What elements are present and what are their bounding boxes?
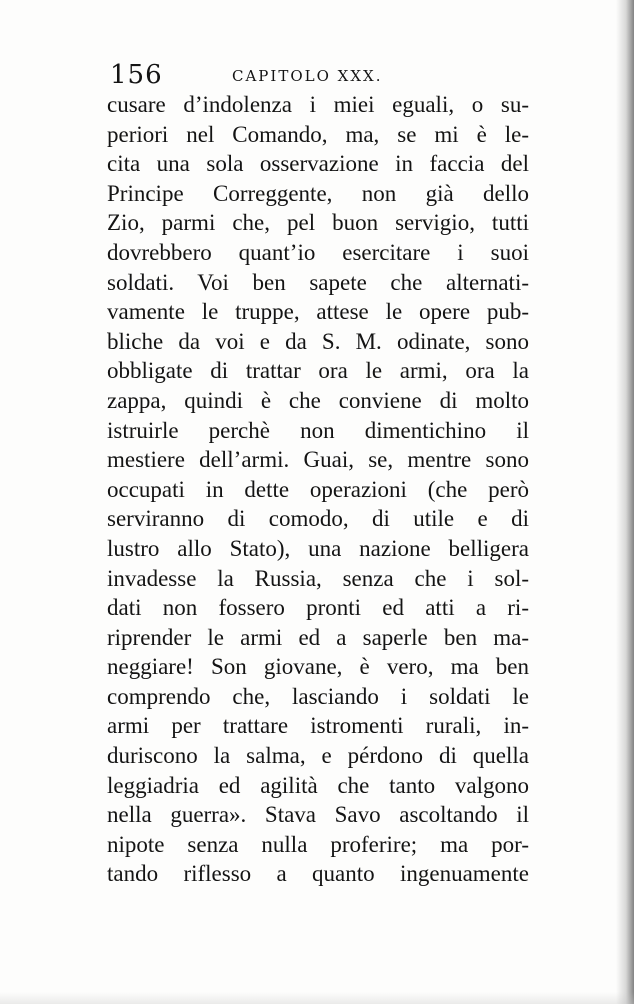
text-line: riprender le armi ed a saperle ben ma- [107,624,529,650]
text-line: lustro allo Stato), una nazione belligera [107,535,529,561]
text-line: Principe Correggente, non già dello [107,180,529,206]
text-line: bliche da voi e da S. M. odinate, sono [107,328,529,354]
text-line: cusare d’indolenza i miei eguali, o su- [107,92,529,117]
page-header [110,60,530,94]
text-line: armi per trattare istromenti rurali, in- [107,713,529,739]
text-line: vamente le truppe, attese le opere pub- [107,299,529,325]
body-text [107,90,529,889]
text-line: occupati in dette operazioni (che però [107,476,529,502]
text-line: Zio, parmi che, pel buon servigio, tutti [107,210,529,236]
text-line: zappa, quindi è che conviene di molto [107,387,529,413]
text-line: comprendo che, lasciando i soldati le [107,683,529,709]
text-line: nella guerra». Stava Savo ascoltando il [107,802,529,828]
text-line: istruirle perchè non dimentichino il [107,417,529,443]
text-line: dati non fossero pronti ed atti a ri- [107,595,529,621]
text-line: tando riflesso a quanto ingenuamente [107,861,529,887]
text-line: dovrebbero quant’io esercitare i suoi [107,239,529,265]
text-line: periori nel Comando, ma, se mi è le- [107,121,529,147]
page-bottom-edge [0,992,634,1004]
text-line: neggiare! Son giovane, è vero, ma ben [107,654,529,680]
text-line: cita una sola osservazione in faccia del [107,151,529,177]
text-line: obbligate di trattar ora le armi, ora la [107,358,529,384]
text-line: soldati. Voi ben sapete che alternati- [107,269,529,295]
running-head: CAPITOLO XXX. [232,67,383,85]
text-line: mestiere dell’armi. Guai, se, mentre sono [107,447,529,473]
binding-shadow [616,0,634,1004]
page-number: 156 [110,60,163,90]
text-line: nipote senza nulla proferire; ma por- [107,831,529,857]
text-line: serviranno di comodo, di utile e di [107,506,529,532]
text-line: invadesse la Russia, senza che i sol- [107,565,529,591]
text-line: duriscono la salma, e pérdono di quella [107,743,529,769]
text-line: leggiadria ed agilità che tanto valgono [107,772,529,798]
